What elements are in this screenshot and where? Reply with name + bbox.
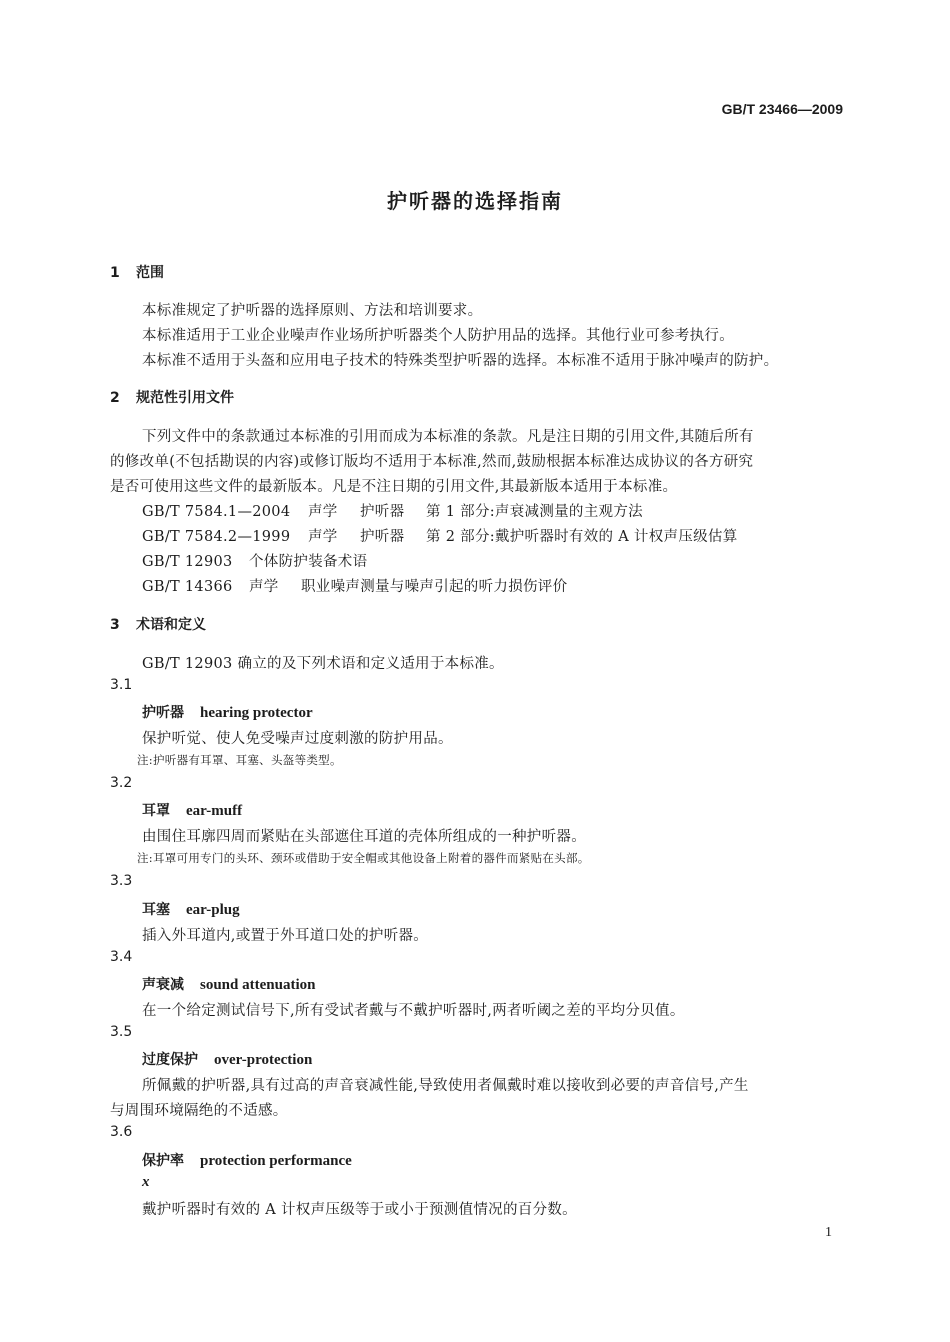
term-number: 3.6 <box>110 1124 133 1140</box>
section-2-heading: 2 规范性引用文件 <box>110 390 234 406</box>
term-number: 3.5 <box>110 1024 133 1040</box>
term-definition-line-2: 与周围环境隔绝的不适感。 <box>110 1103 288 1119</box>
term-definition: 在一个给定测试信号下,所有受试者戴与不戴护听器时,两者听阈之差的平均分贝值。 <box>142 1003 685 1019</box>
term-symbol: x <box>142 1174 150 1190</box>
term-number: 3.2 <box>110 775 133 791</box>
term-definition: 由围住耳廓四周而紧贴在头部遮住耳道的壳体所组成的一种护听器。 <box>142 829 586 845</box>
section-3-intro: GB/T 12903 确立的及下列术语和定义适用于本标准。 <box>142 656 504 672</box>
term-heading: 耳罩 ear-muff <box>142 803 243 819</box>
term-heading: 护听器 hearing protector <box>142 705 313 721</box>
reference-item: GB/T 14366 声学 职业噪声测量与噪声引起的听力损伤评价 <box>142 579 568 595</box>
term-definition: 插入外耳道内,或置于外耳道口处的护听器。 <box>142 928 429 944</box>
term-definition: 戴护听器时有效的 A 计权声压级等于或小于预测值情况的百分数。 <box>142 1202 577 1218</box>
term-definition: 保护听觉、使人免受噪声过度刺激的防护用品。 <box>142 731 453 747</box>
term-number: 3.3 <box>110 873 133 889</box>
term-number: 3.4 <box>110 949 133 965</box>
section-2-para-line-2: 的修改单(不包括勘误的内容)或修订版均不适用于本标准,然而,鼓励根据本标准达成协议的各方研究 <box>110 454 754 470</box>
section-2-para-line-3: 是否可使用这些文件的最新版本。凡是不注日期的引用文件,其最新版本适用于本标准。 <box>110 479 678 495</box>
term-heading: 耳塞 ear-plug <box>142 902 240 918</box>
standard-number: GB/T 23466—2009 <box>721 101 843 117</box>
page-title: 护听器的选择指南 <box>387 189 563 213</box>
term-definition-line-1: 所佩戴的护听器,具有过高的声音衰减性能,导致使用者佩戴时难以接收到必要的声音信号,产生 <box>142 1078 749 1094</box>
term-note: 注:耳罩可用专门的头环、颈环或借助于安全帽或其他设备上附着的器件而紧贴在头部。 <box>137 851 590 865</box>
section-1-heading: 1 范围 <box>110 265 164 281</box>
reference-item: GB/T 7584.1—2004 声学 护听器 第 1 部分:声衰减测量的主观方法 <box>142 504 643 520</box>
page-number: 1 <box>825 1225 832 1240</box>
term-number: 3.1 <box>110 677 133 693</box>
section-1-para-1: 本标准规定了护听器的选择原则、方法和培训要求。 <box>142 303 483 319</box>
section-2-para-line-1: 下列文件中的条款通过本标准的引用而成为本标准的条款。凡是注日期的引用文件,其随后所有 <box>142 429 754 445</box>
reference-item: GB/T 12903 个体防护装备术语 <box>142 554 368 570</box>
reference-item: GB/T 7584.2—1999 声学 护听器 第 2 部分:戴护听器时有效的 A 计权声压级估算 <box>142 529 738 545</box>
term-heading: 声衰减 sound attenuation <box>142 977 316 993</box>
section-1-para-3: 本标准不适用于头盔和应用电子技术的特殊类型护听器的选择。本标准不适用于脉冲噪声的防护。 <box>142 353 779 369</box>
term-heading: 过度保护 over-protection <box>142 1052 313 1068</box>
term-heading: 保护率 protection performance <box>142 1153 352 1169</box>
section-3-heading: 3 术语和定义 <box>110 617 206 633</box>
term-note: 注:护听器有耳罩、耳塞、头盔等类型。 <box>137 753 342 767</box>
section-1-para-2: 本标准适用于工业企业噪声作业场所护听器类个人防护用品的选择。其他行业可参考执行。 <box>142 328 734 344</box>
